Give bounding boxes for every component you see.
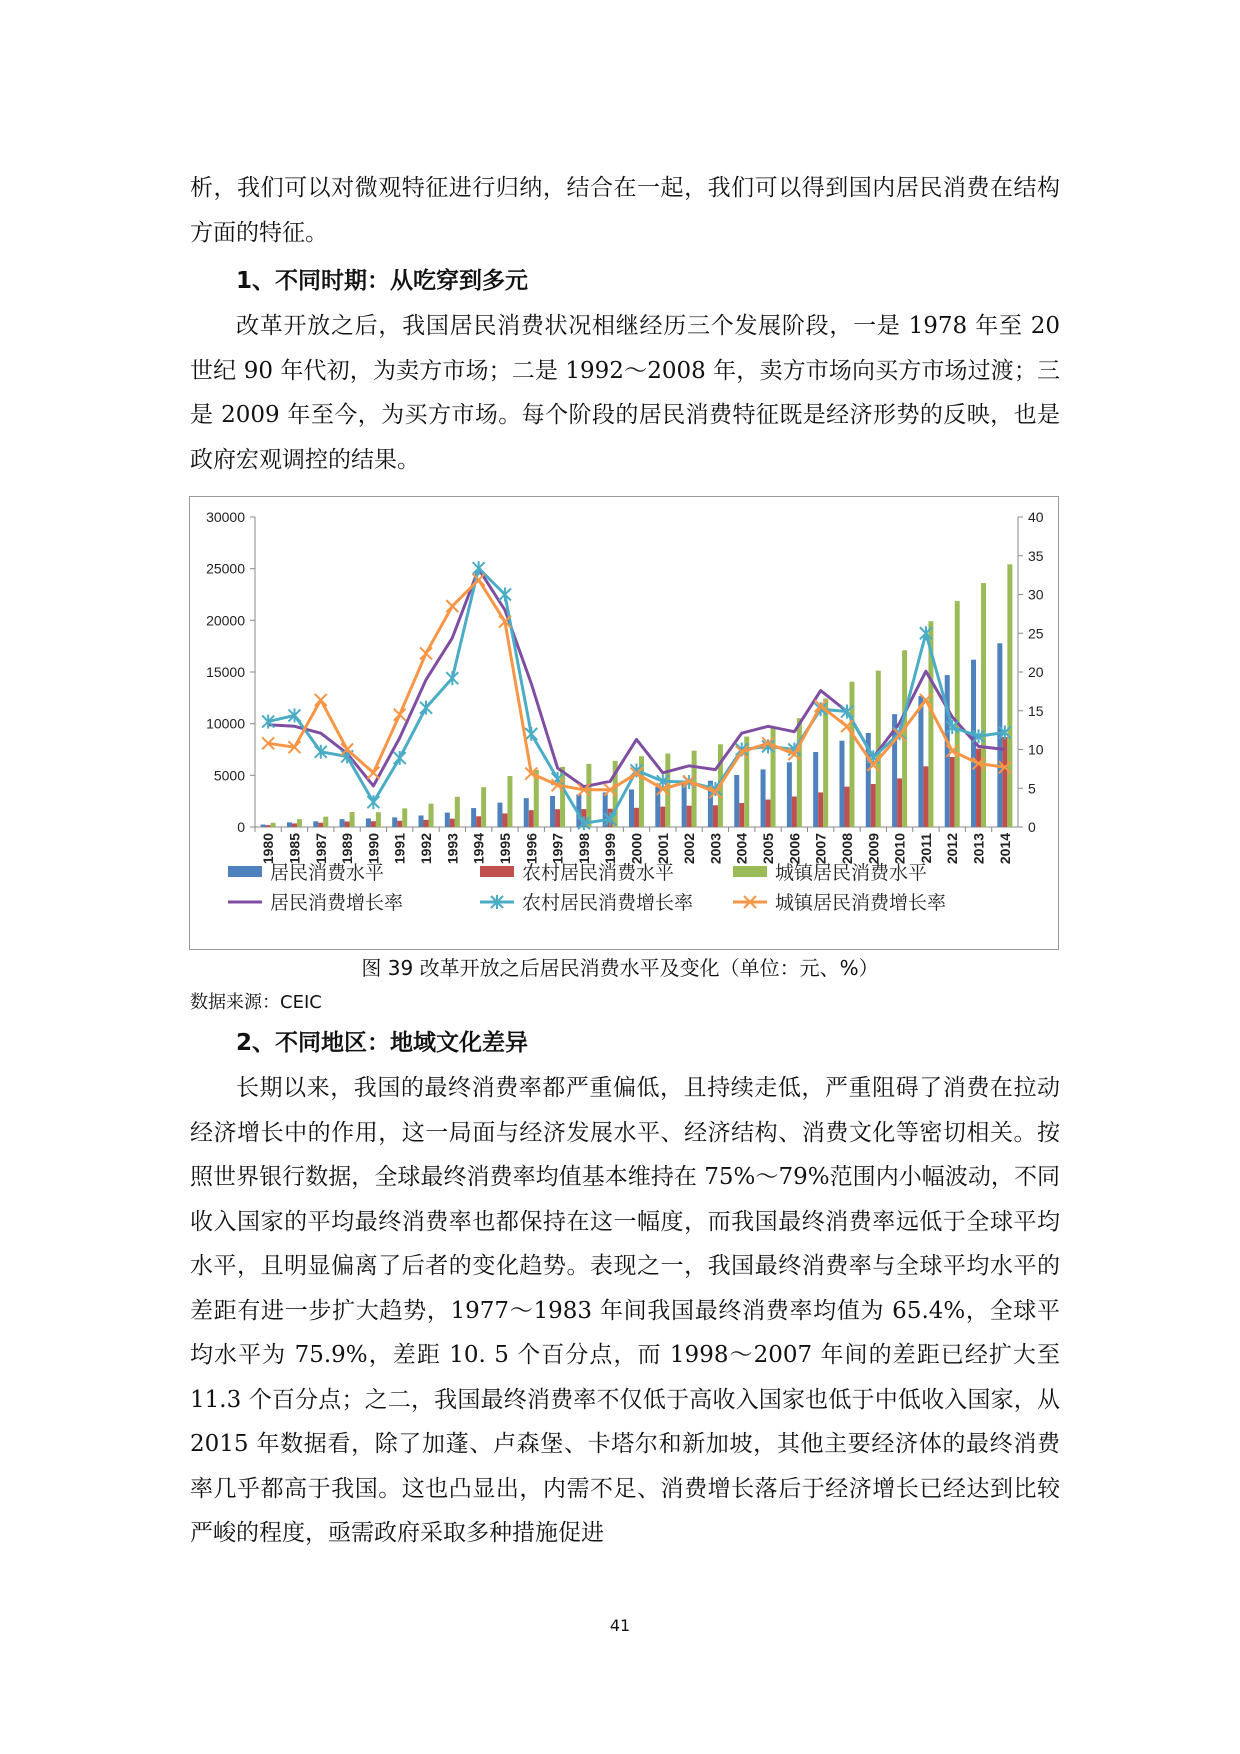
- point-marker-1: [499, 588, 511, 602]
- bar-2: [849, 682, 854, 827]
- right-tick-label: 20: [1028, 664, 1044, 680]
- bar-1: [844, 787, 849, 827]
- bar-1: [371, 821, 376, 827]
- x-tick-label: 1997: [549, 833, 566, 865]
- bar-0: [813, 752, 818, 827]
- bar-0: [629, 789, 634, 827]
- bar-0: [287, 822, 292, 827]
- section1-paragraph: 改革开放之后，我国居民消费状况相继经历三个发展阶段，一是 1978 年至 20 世纪 90 年代初，为卖方市场；二是 1992～2008 年，卖方市场向买方市场过渡；三是 2009 年至今，为买方市场。每个阶段的居民消费特征既是经济形势的反映，也是政府宏观调控的结果。: [190, 313, 1060, 473]
- page-number: 41: [609, 1616, 631, 1635]
- x-tick-label: 1985: [286, 833, 303, 865]
- left-tick-label: 20000: [206, 612, 245, 629]
- x-tick-label: 1993: [444, 833, 461, 865]
- x-tick-label: 2007: [812, 833, 829, 865]
- right-tick-label: 35: [1028, 547, 1044, 564]
- bar-2: [481, 787, 486, 827]
- x-tick-label: 1989: [339, 833, 356, 865]
- bar-2: [797, 718, 802, 827]
- bar-1: [871, 784, 876, 827]
- legend-swatch-0: [228, 866, 262, 877]
- point-marker-1: [394, 751, 406, 765]
- bar-1: [397, 821, 402, 827]
- bar-0: [419, 815, 424, 827]
- bar-1: [292, 823, 297, 827]
- bar-0: [445, 813, 450, 827]
- bar-0: [497, 803, 502, 827]
- legend-label: 居民消费水平: [270, 863, 385, 884]
- bar-0: [261, 825, 266, 827]
- bar-0: [839, 741, 844, 827]
- x-tick-label: 2014: [996, 833, 1013, 865]
- x-tick-label: 2009: [865, 833, 882, 865]
- bar-1: [739, 803, 744, 827]
- bar-0: [471, 808, 476, 827]
- point-marker-1: [473, 561, 485, 575]
- figure-source: 数据来源：CEIC: [190, 992, 322, 1013]
- section1-heading: 1、不同时期：从吃穿到多元: [236, 268, 529, 294]
- bar-1: [766, 800, 771, 827]
- bar-0: [787, 762, 792, 827]
- right-tick-label: 15: [1028, 702, 1044, 719]
- right-tick-label: 40: [1028, 509, 1044, 525]
- bar-2: [455, 797, 460, 827]
- point-marker-1: [367, 795, 379, 809]
- x-tick-label: 2008: [838, 833, 855, 865]
- point-marker-2: [394, 709, 406, 721]
- bar-1: [450, 819, 455, 827]
- bar-0: [392, 817, 397, 827]
- bar-0: [761, 769, 766, 827]
- bar-2: [823, 699, 828, 827]
- right-tick-label: 30: [1028, 586, 1044, 603]
- x-tick-label: 2013: [970, 833, 987, 865]
- top-paragraph: 析，我们可以对微观特征进行归纳，结合在一起，我们可以得到国内居民消费在结构方面的特征。: [190, 175, 1060, 246]
- right-tick-label: 25: [1028, 625, 1044, 642]
- consumption-chart: [190, 497, 1058, 949]
- bar-1: [660, 807, 665, 827]
- x-tick-label: 2010: [891, 833, 908, 865]
- x-tick-label: 2003: [707, 833, 724, 865]
- bar-1: [266, 825, 271, 827]
- bar-2: [323, 817, 328, 827]
- x-tick-label: 2004: [733, 833, 750, 865]
- bar-2: [402, 808, 407, 827]
- x-tick-label: 1987: [312, 833, 329, 865]
- bar-0: [340, 819, 345, 827]
- x-tick-label: 2000: [628, 833, 645, 865]
- x-tick-label: 2002: [681, 833, 698, 865]
- x-tick-label: 1990: [365, 833, 382, 865]
- chart-frame: [189, 496, 1059, 950]
- legend-label: 城镇居民消费水平: [775, 863, 928, 884]
- bar-1: [555, 809, 560, 827]
- bar-2: [297, 819, 302, 827]
- bar-0: [313, 821, 318, 827]
- left-tick-label: 15000: [206, 664, 245, 680]
- x-tick-label: 2006: [786, 833, 803, 865]
- bar-1: [345, 821, 350, 827]
- bar-0: [734, 775, 739, 827]
- bar-1: [687, 806, 692, 827]
- point-marker-2: [315, 694, 327, 706]
- bar-1: [476, 816, 481, 827]
- point-marker-2: [446, 600, 458, 612]
- x-tick-label: 2005: [760, 833, 777, 865]
- bar-1: [897, 778, 902, 827]
- legend-label: 农村居民消费水平: [522, 863, 675, 884]
- bar-1: [424, 820, 429, 827]
- right-tick-label: 0: [1028, 819, 1036, 835]
- x-tick-label: 1980: [260, 833, 277, 865]
- point-marker-2: [420, 647, 432, 659]
- x-tick-label: 1994: [470, 833, 487, 865]
- left-tick-label: 0: [237, 819, 245, 835]
- bar-1: [634, 808, 639, 827]
- x-tick-label: 1992: [418, 833, 435, 865]
- left-tick-label: 10000: [206, 715, 245, 732]
- bar-2: [271, 823, 276, 827]
- bar-2: [376, 812, 381, 827]
- legend-label: 城镇居民消费增长率: [775, 893, 947, 914]
- bar-0: [524, 798, 529, 827]
- left-tick-label: 25000: [206, 560, 245, 577]
- legend-label: 居民消费增长率: [270, 893, 404, 914]
- bar-0: [682, 784, 687, 827]
- point-marker-1: [420, 701, 432, 715]
- figure-caption: 图 39 改革开放之后居民消费水平及变化（单位：元、%）: [361, 956, 879, 980]
- bar-2: [1007, 564, 1012, 827]
- right-tick-label: 10: [1028, 741, 1044, 758]
- bar-2: [981, 583, 986, 827]
- bar-1: [529, 810, 534, 827]
- section2-paragraph: 长期以来，我国的最终消费率都严重偏低，且持续走低，严重阻碍了消费在拉动经济增长中的作用，这一局面与经济发展水平、经济结构、消费文化等密切相关。按照世界银行数据，全球最终消费率均值基本维持在 75%～79%范围内小幅波动，不同收入国家的平均最终消费率也都保持在这一幅度，而我国最终消费率远低于全球平均水平，且明显偏离了后者的变化趋势。表现之一，我国最终消费率与全球平均水平的差距有进一步扩大趋势，1977～1983 年间我国最终消费率均值为 65.4%，全球平均水平为 75.9%，差距 10. 5 个百分点，而 1998～2007 年间的差距已经扩大至 11.3 个百分点；之二，我国最终消费率不仅低于高收入国家也低于中低收入国家，从 2015 年数据看，除了加蓬、卢森堡、卡塔尔和新加坡，其他主要经济体的最终消费率几乎都高于我国。这也凸显出，内需不足、消费增长落后于经济增长已经达到比较严峻的程度，亟需政府采取多种措施促进: [190, 1075, 1060, 1546]
- left-tick-label: 30000: [206, 509, 245, 525]
- x-tick-label: 1995: [496, 833, 513, 865]
- left-tick-label: 5000: [213, 767, 245, 784]
- bar-1: [818, 792, 823, 827]
- legend-swatch-2: [733, 866, 767, 877]
- bar-0: [366, 818, 371, 827]
- right-tick-label: 5: [1028, 780, 1036, 797]
- section2-heading: 2、不同地区：地域文化差异: [236, 1030, 529, 1056]
- bar-2: [507, 776, 512, 827]
- bar-2: [692, 751, 697, 827]
- bar-2: [665, 753, 670, 827]
- point-marker-1: [525, 727, 537, 741]
- point-marker-2: [367, 767, 379, 779]
- bar-1: [318, 823, 323, 827]
- x-tick-label: 2012: [944, 833, 961, 865]
- bar-2: [350, 812, 355, 827]
- bar-1: [792, 797, 797, 827]
- x-tick-label: 1991: [391, 833, 408, 865]
- bar-1: [502, 813, 507, 827]
- x-tick-label: 1998: [575, 833, 592, 865]
- bar-2: [955, 601, 960, 827]
- bar-0: [550, 796, 555, 827]
- x-tick-label: 2001: [654, 833, 671, 865]
- bar-2: [429, 804, 434, 827]
- legend-swatch-1: [480, 866, 514, 877]
- x-tick-label: 1996: [523, 833, 540, 865]
- bar-0: [918, 696, 923, 827]
- bar-1: [713, 805, 718, 827]
- bar-1: [950, 757, 955, 827]
- x-tick-label: 2011: [917, 833, 934, 864]
- point-marker-1: [446, 671, 458, 685]
- x-tick-label: 1999: [602, 833, 619, 865]
- bar-1: [923, 766, 928, 827]
- legend-label: 农村居民消费增长率: [522, 893, 694, 914]
